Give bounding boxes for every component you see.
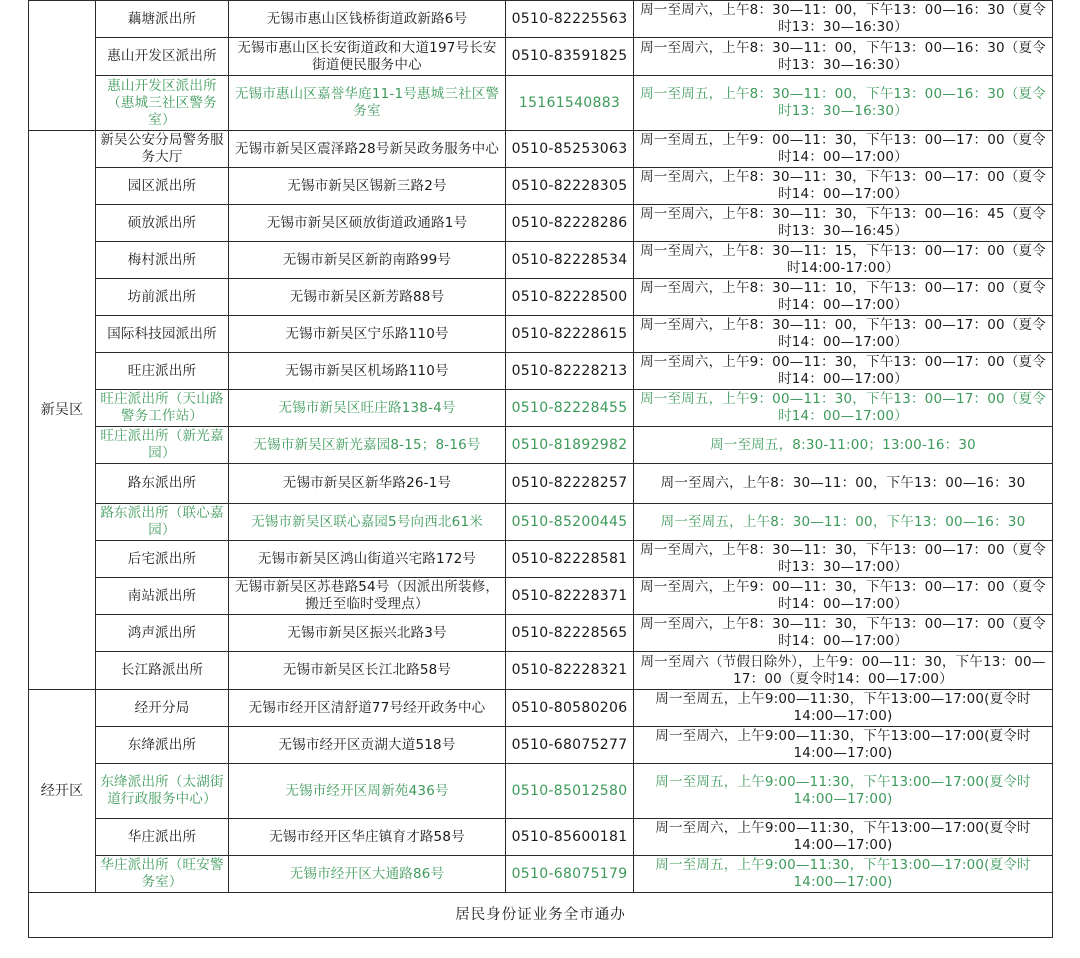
address-cell: 无锡市新吴区旺庄路138-4号 [229,390,506,427]
phone-cell: 0510-85200445 [506,504,634,541]
hours-cell: 周一至周五，上午8：30—11：00，下午13：00—16：30（夏令时13：30—16:30） [634,76,1053,131]
phone-cell: 0510-82228213 [506,353,634,390]
hours-cell: 周一至周六，上午8：30—11：30，下午13：00—17：00（夏令时14：00—17:00） [634,615,1053,652]
phone-cell: 0510-81892982 [506,427,634,464]
hours-cell: 周一至周六，上午8：30—11：00，下午13：00—16：30 [634,464,1053,504]
table-row [29,353,1053,390]
table-row [29,316,1053,353]
station-name-cell: 长江路派出所 [96,652,229,690]
address-cell: 无锡市惠山区长安街道政和大道197号长安街道便民服务中心 [229,38,506,76]
phone-cell: 0510-82228305 [506,168,634,205]
phone-cell: 0510-85253063 [506,131,634,168]
table-row [29,205,1053,242]
address-cell: 无锡市经开区贡湖大道518号 [229,727,506,764]
station-name-cell: 惠山开发区派出所 [96,38,229,76]
station-name-cell: 旺庄派出所 [96,353,229,390]
phone-cell: 0510-82228321 [506,652,634,690]
address-cell: 无锡市惠山区钱桥街道政新路6号 [229,1,506,38]
hours-cell: 周一至周六，上午9:00—11:30，下午13:00—17:00(夏令时14:00—17:00) [634,819,1053,856]
hours-cell: 周一至周六，上午9：00—11：30，下午13：00—17：00（夏令时14：00—17:00） [634,578,1053,615]
station-name-cell: 后宅派出所 [96,541,229,578]
hours-cell: 周一至周五，上午9:00—11:30，下午13:00—17:00(夏令时14:00—17:00) [634,764,1053,819]
station-name-cell: 路东派出所（联心嘉园） [96,504,229,541]
phone-cell: 0510-82228534 [506,242,634,279]
station-name-cell: 华庄派出所（旺安警务室） [96,856,229,893]
station-name-cell: 南站派出所 [96,578,229,615]
table-row [29,690,1053,727]
phone-cell: 0510-82228257 [506,464,634,504]
hours-cell: 周一至周五，上午9：00—11：30，下午13：00—17：00（夏令时14：00—17:00） [634,390,1053,427]
table-row [29,76,1053,131]
station-name-cell: 园区派出所 [96,168,229,205]
station-name-cell: 新吴公安分局警务服务大厅 [96,131,229,168]
table-row [29,242,1053,279]
police-station-table [28,0,1053,938]
table-row [29,427,1053,464]
station-name-cell: 旺庄派出所（新光嘉园） [96,427,229,464]
footer-row [29,893,1053,938]
address-cell: 无锡市新吴区鸿山街道兴宅路172号 [229,541,506,578]
hours-cell: 周一至周五，8:30-11:00；13:00-16：30 [634,427,1053,464]
phone-cell: 0510-85012580 [506,764,634,819]
address-cell: 无锡市新吴区新芳路88号 [229,279,506,316]
phone-cell: 0510-82228455 [506,390,634,427]
hours-cell: 周一至周六，上午8：30—11：00，下午13：00—17：00（夏令时14：00—17:00） [634,316,1053,353]
station-name-cell: 经开分局 [96,690,229,727]
station-name-cell: 旺庄派出所（天山路警务工作站） [96,390,229,427]
hours-cell: 周一至周六，上午8：30—11：15，下午13：00—17：00（夏令时14:00-17:00） [634,242,1053,279]
hours-cell: 周一至周五，上午9:00—11:30，下午13:00—17:00(夏令时14:00—17:00) [634,856,1053,893]
hours-cell: 周一至周五，上午8：30—11：00，下午13：00—16：30 [634,504,1053,541]
address-cell: 无锡市经开区大通路86号 [229,856,506,893]
phone-cell: 0510-68075179 [506,856,634,893]
table-row [29,279,1053,316]
table-row [29,38,1053,76]
table-row [29,168,1053,205]
table-row [29,464,1053,504]
phone-cell: 0510-82228615 [506,316,634,353]
table-row [29,541,1053,578]
station-name-cell: 坊前派出所 [96,279,229,316]
table-row [29,819,1053,856]
table-row [29,131,1053,168]
phone-cell: 0510-82228500 [506,279,634,316]
table-row [29,727,1053,764]
table-row [29,1,1053,38]
address-cell: 无锡市新吴区新韵南路99号 [229,242,506,279]
hours-cell: 周一至周六，上午8：30—11：30，下午13：00—16：45（夏令时13：30—16:45） [634,205,1053,242]
address-cell: 无锡市新吴区新光嘉园8-15；8-16号 [229,427,506,464]
table-body [29,1,1053,938]
address-cell: 无锡市新吴区机场路110号 [229,353,506,390]
address-cell: 无锡市新吴区宁乐路110号 [229,316,506,353]
station-name-cell: 惠山开发区派出所（惠城三社区警务室） [96,76,229,131]
table-row [29,856,1053,893]
address-cell: 无锡市经开区华庄镇育才路58号 [229,819,506,856]
hours-cell: 周一至周六，上午8：30—11：00，下午13：00—16：30（夏令时13：30—16:30） [634,38,1053,76]
address-cell: 无锡市新吴区震泽路28号新吴政务服务中心 [229,131,506,168]
phone-cell: 0510-85600181 [506,819,634,856]
address-cell: 无锡市新吴区苏巷路54号（因派出所装修，搬迁至临时受理点） [229,578,506,615]
hours-cell: 周一至周五，上午9：00—11：30，下午13：00—17：00（夏令时14：00—17:00） [634,131,1053,168]
phone-cell: 0510-82228371 [506,578,634,615]
footer-note: 居民身份证业务全市通办 [29,893,1053,938]
address-cell: 无锡市惠山区嘉誉华庭11-1号惠城三社区警务室 [229,76,506,131]
hours-cell: 周一至周六，上午8：30—11：30，下午13：00—17：00（夏令时13：30—17:00） [634,541,1053,578]
station-name-cell: 鸿声派出所 [96,615,229,652]
station-name-cell: 路东派出所 [96,464,229,504]
hours-cell: 周一至周六，上午9：00—11：30，下午13：00—17：00（夏令时14：00—17:00） [634,353,1053,390]
address-cell: 无锡市新吴区硕放街道政通路1号 [229,205,506,242]
hours-cell: 周一至周六，上午8：30—11：10，下午13：00—17：00（夏令时14：00—17:00） [634,279,1053,316]
district-cell: 新吴区 [29,131,96,690]
phone-cell: 0510-82228565 [506,615,634,652]
address-cell: 无锡市新吴区振兴北路3号 [229,615,506,652]
address-cell: 无锡市新吴区锡新三路2号 [229,168,506,205]
address-cell: 无锡市新吴区联心嘉园5号向西北61米 [229,504,506,541]
table-row [29,578,1053,615]
phone-cell: 0510-82225563 [506,1,634,38]
table-row [29,764,1053,819]
district-cell [29,1,96,131]
address-cell: 无锡市经开区周新苑436号 [229,764,506,819]
hours-cell: 周一至周六（节假日除外），上午9：00—11：30，下午13：00—17：00（夏令时14：00—17:00） [634,652,1053,690]
phone-cell: 15161540883 [506,76,634,131]
phone-cell: 0510-82228581 [506,541,634,578]
station-name-cell: 国际科技园派出所 [96,316,229,353]
table-row [29,615,1053,652]
station-name-cell: 华庄派出所 [96,819,229,856]
station-name-cell: 东绛派出所（太湖街道行政服务中心） [96,764,229,819]
hours-cell: 周一至周五，上午9:00—11:30，下午13:00—17:00(夏令时14:00—17:00) [634,690,1053,727]
hours-cell: 周一至周六，上午8：30—11：30，下午13：00—17：00（夏令时14：00—17:00） [634,168,1053,205]
district-cell: 经开区 [29,690,96,893]
phone-cell: 0510-80580206 [506,690,634,727]
station-table-sheet [28,0,1052,938]
table-row [29,504,1053,541]
phone-cell: 0510-68075277 [506,727,634,764]
hours-cell: 周一至周六，上午8：30—11：00，下午13：00—16：30（夏令时13：30—16:30） [634,1,1053,38]
station-name-cell: 梅村派出所 [96,242,229,279]
phone-cell: 0510-83591825 [506,38,634,76]
table-row [29,390,1053,427]
station-name-cell: 东绛派出所 [96,727,229,764]
address-cell: 无锡市新吴区新华路26-1号 [229,464,506,504]
table-row [29,652,1053,690]
address-cell: 无锡市经开区清舒道77号经开政务中心 [229,690,506,727]
hours-cell: 周一至周六，上午9:00—11:30，下午13:00—17:00(夏令时14:00—17:00) [634,727,1053,764]
station-name-cell: 藕塘派出所 [96,1,229,38]
station-name-cell: 硕放派出所 [96,205,229,242]
address-cell: 无锡市新吴区长江北路58号 [229,652,506,690]
phone-cell: 0510-82228286 [506,205,634,242]
